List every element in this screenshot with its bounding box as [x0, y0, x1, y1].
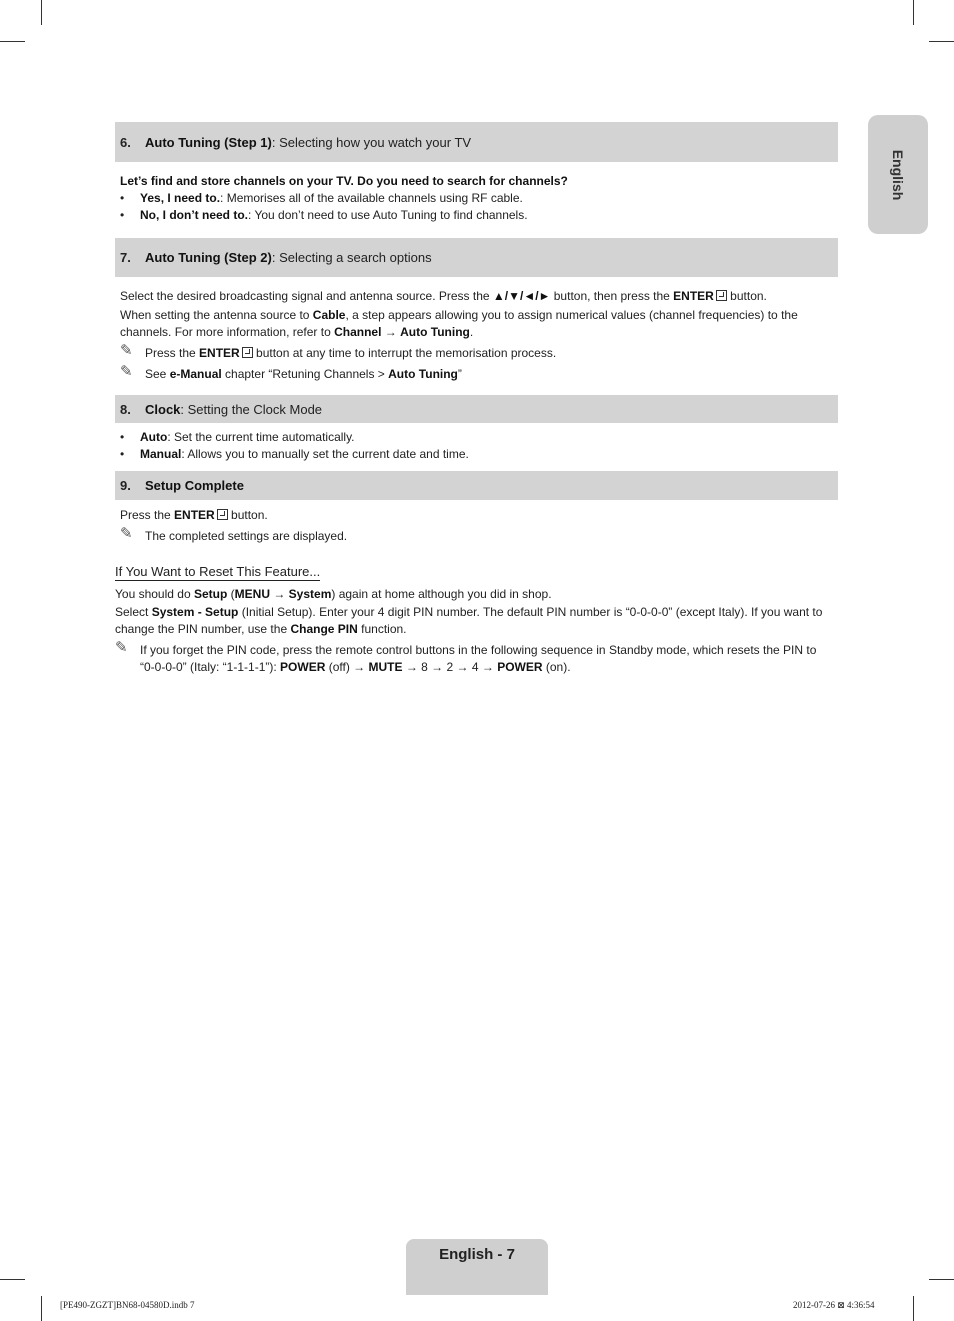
enter-icon	[242, 347, 253, 358]
section-number: 7.	[120, 250, 131, 265]
section-number: 9.	[120, 478, 131, 493]
pencil-icon: ✎	[115, 639, 128, 656]
crop-mark	[929, 41, 954, 42]
crop-mark	[41, 1296, 42, 1321]
paragraph: Select the desired broadcasting signal and antenna source. Press the ▲/▼/◄/► button, then press the ENTER button.	[120, 289, 767, 303]
section-8-header	[115, 395, 838, 423]
crop-mark	[0, 1279, 25, 1280]
paragraph: When setting the antenna source to Cable, a step appears allowing you to assign numerical values (channel frequencies) to the	[120, 308, 798, 322]
section-7-body	[120, 288, 840, 383]
reset-feature-title: If You Want to Reset This Feature...	[115, 564, 321, 579]
crop-mark	[0, 41, 25, 42]
page-number: English - 7	[439, 1246, 515, 1263]
list-item: • Yes, I need to.: Memorises all of the available channels using RF cable.	[120, 190, 840, 207]
crop-mark	[41, 0, 42, 25]
list-item: • Auto: Set the current time automatically.	[120, 429, 840, 446]
date-info: 2012-07-26 ⊠ 4:36:54	[793, 1300, 875, 1310]
list-item: • Manual: Allows you to manually set the current date and time.	[120, 446, 840, 463]
enter-icon	[217, 509, 228, 520]
note: ✎ See e-Manual chapter “Retuning Channels > Auto Tuning”	[120, 363, 462, 381]
section-7-header	[115, 238, 838, 277]
page-number-tab	[406, 1239, 548, 1295]
section-9-body	[120, 507, 840, 545]
pencil-icon: ✎	[120, 363, 133, 380]
pencil-icon: ✎	[120, 525, 133, 542]
question-text: Let’s find and store channels on your TV. Do you need to search for channels?	[120, 174, 568, 188]
reset-feature-body	[115, 586, 840, 676]
section-number: 6.	[120, 134, 131, 150]
paragraph: Select System - Setup (Initial Setup). Enter your 4 digit PIN number. The default PIN number is “0-0-0-0” (except Italy). If you want to	[115, 605, 823, 619]
section-6-header	[115, 122, 838, 162]
section-title: Setup Complete	[145, 478, 244, 493]
section-subtitle: : Selecting how you watch your TV	[271, 134, 472, 150]
enter-icon	[716, 290, 727, 301]
section-title: Auto Tuning (Step 1)	[145, 134, 272, 150]
crop-mark	[913, 0, 914, 25]
note: ✎ If you forget the PIN code, press the remote control buttons in the following sequence in Standby mode, which resets the PIN to “0-0-0-0” (Italy: “1-1-1-1”): POWER (off) → MUTE → 8 → 2 → 4 → POWER (on).	[115, 639, 817, 674]
file-info: [PE490-ZGZT]BN68-04580D.indb 7	[60, 1300, 195, 1310]
section-9-header	[115, 471, 838, 500]
paragraph: channels. For more information, refer to Channel → Auto Tuning.	[120, 325, 474, 339]
crop-mark	[913, 1296, 914, 1321]
section-number: 8.	[120, 401, 131, 417]
section-8-body	[120, 429, 840, 463]
section-subtitle: : Selecting a search options	[271, 250, 432, 265]
paragraph: change the PIN number, use the Change PIN function.	[115, 622, 407, 636]
note: ✎ The completed settings are displayed.	[120, 525, 348, 543]
note: ✎ Press the ENTER button at any time to interrupt the memorisation process.	[120, 342, 557, 360]
paragraph: Press the ENTER button.	[120, 508, 268, 522]
language-tab-label: English	[890, 149, 906, 200]
section-6-body	[120, 173, 840, 224]
section-title: Clock	[145, 401, 181, 417]
section-subtitle: : Setting the Clock Mode	[180, 401, 323, 417]
paragraph: You should do Setup (MENU → System) again at home although you did in shop.	[115, 587, 552, 601]
crop-mark	[929, 1279, 954, 1280]
list-item: • No, I don’t need to.: You don’t need to use Auto Tuning to find channels.	[120, 207, 840, 224]
section-title: Auto Tuning (Step 2)	[145, 250, 272, 265]
language-tab	[868, 115, 928, 234]
pencil-icon: ✎	[120, 342, 133, 359]
